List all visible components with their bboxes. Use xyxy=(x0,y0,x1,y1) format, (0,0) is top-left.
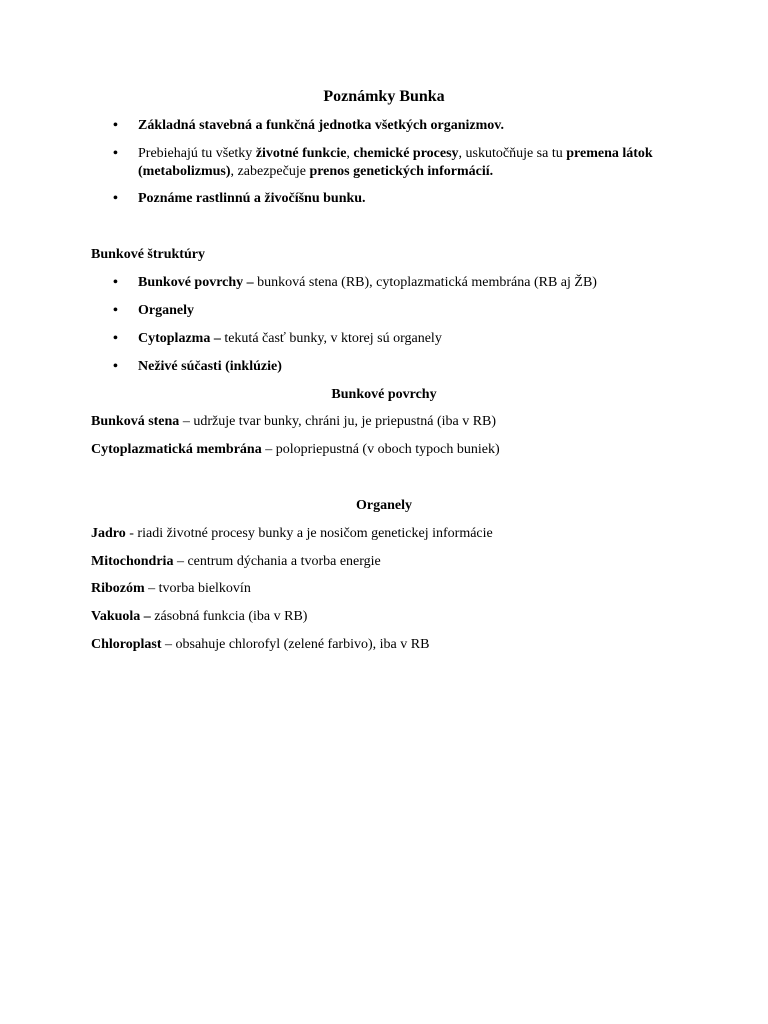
bullet-text xyxy=(138,302,683,320)
organelle-entry xyxy=(91,608,691,626)
description: tvorba bielkovín xyxy=(158,581,251,596)
surface-entry xyxy=(91,413,691,431)
bold-run: Cytoplazma – xyxy=(138,331,225,346)
description: polopriepustná (v oboch typoch buniek) xyxy=(275,442,500,457)
organelle-entry xyxy=(91,580,691,598)
bullet-text xyxy=(138,117,683,135)
organelle-entry xyxy=(91,553,691,571)
organelle-entry xyxy=(91,636,691,654)
bullet-marker: • xyxy=(113,359,118,374)
bold-run: Bunkové povrchy – xyxy=(138,275,258,290)
bullet-marker: • xyxy=(113,303,118,318)
bold-run: Neživé súčasti (inklúzie) xyxy=(138,359,282,374)
text-run: bunková stena (RB), cytoplazmatická membrána (RB aj ŽB) xyxy=(257,275,597,290)
bold-run: Základná stavebná a funkčná jednotka všetkých organizmov. xyxy=(138,118,505,133)
separator: – xyxy=(161,637,176,652)
description: udržuje tvar bunky, chráni ju, je priepustná (iba v RB) xyxy=(193,414,497,429)
description: zásobná funkcia (iba v RB) xyxy=(154,609,308,624)
bullet-marker: • xyxy=(113,331,118,346)
term: Jadro xyxy=(91,526,126,541)
bold-run: životné funkcie xyxy=(255,146,347,161)
text-run: , zabezpečuje xyxy=(230,164,310,179)
separator: – xyxy=(173,554,188,569)
bullet-marker: • xyxy=(113,118,118,133)
description: centrum dýchania a tvorba energie xyxy=(187,554,381,569)
bullet-marker: • xyxy=(113,191,118,206)
document-title: Poznámky Bunka xyxy=(323,88,445,105)
bold-run: Poznáme rastlinnú a živočíšnu bunku. xyxy=(138,191,366,206)
surfaces-heading: Bunkové povrchy xyxy=(331,387,437,402)
bullet-text xyxy=(138,358,683,376)
separator: – xyxy=(261,442,276,457)
text-run: , uskutočňuje sa tu xyxy=(458,146,567,161)
bold-run: prenos genetických informácií. xyxy=(309,164,494,179)
term: Cytoplazmatická membrána xyxy=(91,442,262,457)
bullet-text xyxy=(138,274,683,292)
description: obsahuje chlorofyl (zelené farbivo), iba v RB xyxy=(175,637,430,652)
bullet-text xyxy=(138,330,683,348)
text-run: Prebiehajú tu všetky xyxy=(138,146,256,161)
bold-run: Organely xyxy=(138,303,194,318)
text-run: tekutá časť bunky, v ktorej sú organely xyxy=(224,331,442,346)
bullet-marker: • xyxy=(113,146,118,161)
term: Chloroplast xyxy=(91,637,162,652)
structures-heading: Bunkové štruktúry xyxy=(91,247,205,262)
bullet-text xyxy=(138,145,683,181)
bullet-text xyxy=(138,190,683,208)
surface-entry xyxy=(91,441,691,459)
organelle-entry xyxy=(91,525,691,543)
bold-run: premena látok (metabolizmus) xyxy=(138,146,653,179)
bullet-marker: • xyxy=(113,275,118,290)
organelles-heading: Organely xyxy=(356,498,412,513)
description: riadi životné procesy bunky a je nosičom genetickej informácie xyxy=(137,526,493,541)
bold-run: chemické procesy xyxy=(353,146,459,161)
term: Vakuola – xyxy=(91,609,151,624)
separator: – xyxy=(179,414,194,429)
term: Bunková stena xyxy=(91,414,180,429)
separator: - xyxy=(125,526,138,541)
text-run: , xyxy=(346,146,354,161)
term: Ribozóm xyxy=(91,581,145,596)
separator: – xyxy=(144,581,159,596)
term: Mitochondria xyxy=(91,554,174,569)
